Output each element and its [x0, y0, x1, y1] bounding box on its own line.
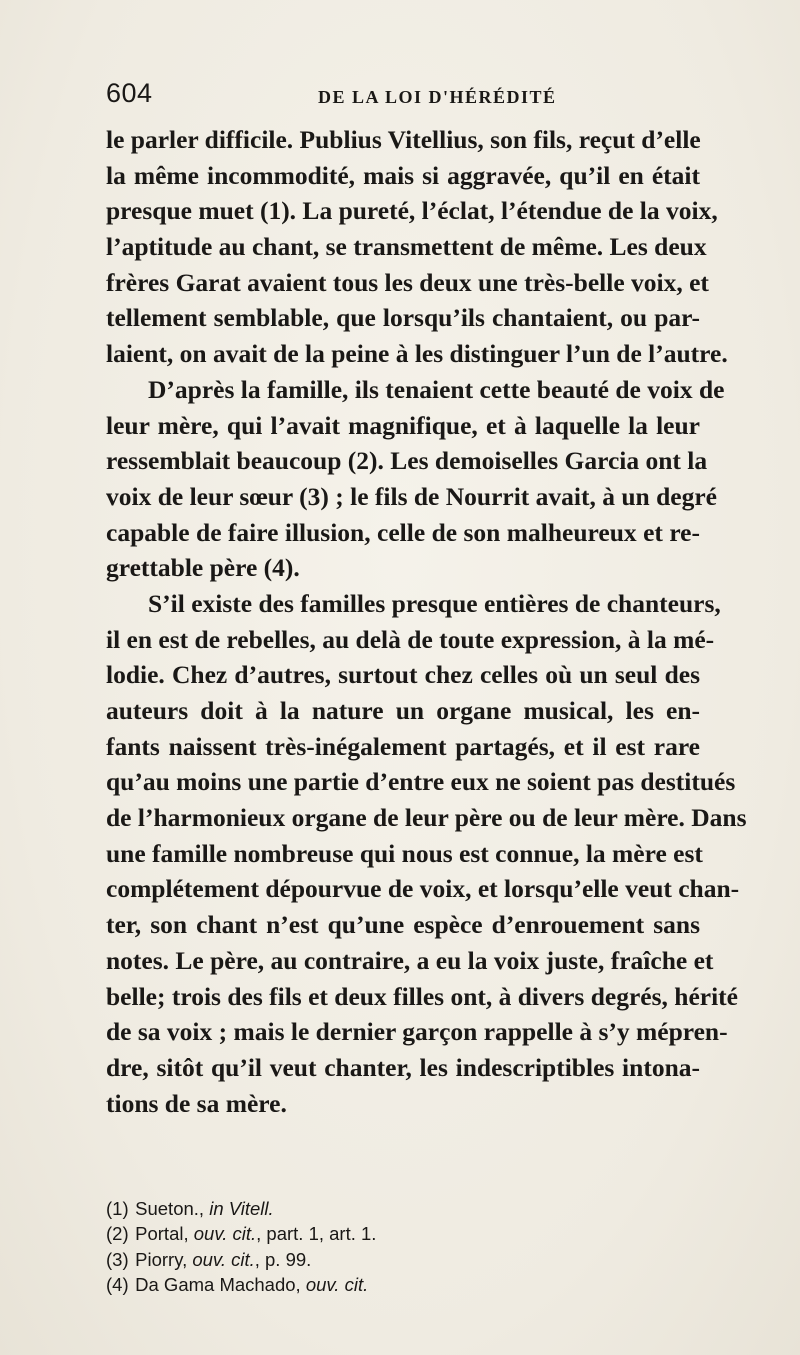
- text-line: qu’au moins une partie d’entre eux ne soient pas destitués: [106, 767, 736, 797]
- text-line: S’il existe des familles presque entières de chanteurs,: [148, 588, 721, 618]
- text-line: complétement dépourvue de voix, et lorsqu’elle veut chan-: [106, 874, 740, 904]
- footnote: [106, 1221, 700, 1246]
- running-head: DE LA LOI D'HÉRÉDITÉ: [318, 87, 557, 107]
- footnote: [106, 1272, 700, 1297]
- footnote-number: (4): [106, 1273, 129, 1295]
- text-line: tions de sa mère.: [106, 1088, 287, 1118]
- footnote-italic: in Vitell.: [209, 1198, 274, 1219]
- footnote-italic: ouv. cit.: [305, 1273, 369, 1295]
- footnotes: [106, 1196, 700, 1297]
- text-line: la même incommodité, mais si aggravée, qu’il en était: [106, 160, 700, 190]
- text-line: l’aptitude au chant, se transmettent de même. Les deux: [106, 232, 707, 262]
- footnote-number: (2): [106, 1223, 129, 1245]
- footnote-text: Portal,: [135, 1223, 194, 1245]
- text-line: belle; trois des fils et deux filles ont, à divers degrés, hérité: [106, 981, 738, 1011]
- footnote-number: (1): [106, 1198, 129, 1219]
- footnote-number: (3): [106, 1248, 129, 1270]
- body-text: [106, 122, 747, 1121]
- footnote-italic: ouv. cit.: [193, 1223, 257, 1245]
- text-line: auteurs doit à la nature un organe musical, les en-: [106, 696, 700, 725]
- footnote-text: Sueton.,: [135, 1198, 210, 1219]
- text-line: ter, son chant n’est qu’une espèce d’enrouement sans: [106, 910, 700, 940]
- text-line: tellement semblable, que lorsqu’ils chantaient, ou par-: [106, 303, 700, 333]
- text-line: de sa voix ; mais le dernier garçon rappelle à s’y mépren-: [106, 1017, 728, 1047]
- text-line: dre, sitôt qu’il veut chanter, les indescriptibles intona-: [106, 1052, 700, 1082]
- text-line: presque muet (1). La pureté, l’éclat, l’étendue de la voix,: [106, 196, 718, 226]
- footnote-text: Piorry,: [135, 1248, 193, 1270]
- text-line: laient, on avait de la peine à les distinguer l’un de l’autre.: [106, 339, 728, 369]
- footnote: [106, 1196, 700, 1221]
- footnote-italic: ouv. cit.: [192, 1248, 255, 1270]
- text-line: leur mère, qui l’avait magnifique, et à laquelle la leur: [106, 410, 700, 440]
- page-number: 604: [106, 78, 153, 108]
- text-line: notes. Le père, au contraire, a eu la voix juste, fraîche et: [106, 945, 714, 975]
- page-header: [106, 78, 706, 114]
- text-line: grettable père (4).: [106, 553, 300, 583]
- text-line: capable de faire illusion, celle de son malheureux et re-: [106, 517, 700, 547]
- text-line: de l’harmonieux organe de leur père ou de leur mère. Dans: [106, 803, 747, 833]
- footnote: [106, 1247, 700, 1272]
- text-line: D’après la famille, ils tenaient cette beauté de voix de: [148, 374, 725, 404]
- text-line: fants naissent très-inégalement partagés, et il est rare: [106, 731, 700, 761]
- text-line: une famille nombreuse qui nous est connue, la mère est: [106, 838, 703, 868]
- text-line: ressemblait beaucoup (2). Les demoiselles Garcia ont la: [106, 446, 708, 476]
- footnote-rest: , p. 99.: [254, 1248, 312, 1270]
- text-line: voix de leur sœur (3) ; le fils de Nourrit avait, à un degré: [106, 481, 718, 511]
- text-line: il en est de rebelles, au delà de toute expression, à la mé-: [106, 624, 715, 654]
- text-line: le parler difficile. Publius Vitellius, son fils, reçut d’elle: [106, 125, 701, 154]
- text-line: lodie. Chez d’autres, surtout chez celles où un seul des: [106, 660, 700, 690]
- footnote-text: Da Gama Machado,: [135, 1273, 306, 1295]
- text-line: frères Garat avaient tous les deux une très-belle voix, et: [106, 267, 709, 297]
- footnote-rest: , part. 1, art. 1.: [256, 1223, 377, 1245]
